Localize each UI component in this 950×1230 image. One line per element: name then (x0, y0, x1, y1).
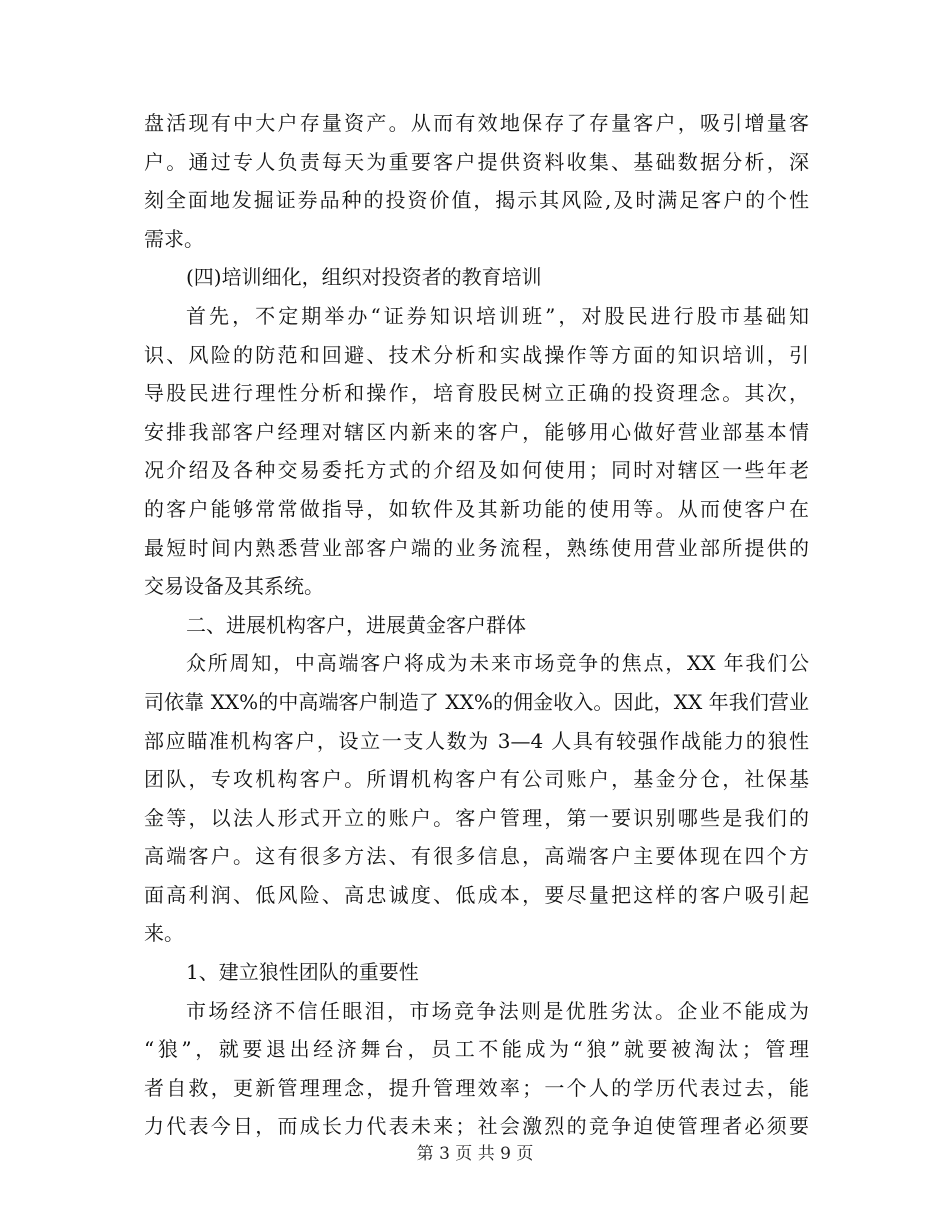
page-number: 第 3 页 共 9 页 (416, 1144, 534, 1164)
text-line: 首先，不定期举办“证券知识培训班”，对股民进行股市基础知 (186, 303, 809, 328)
document-body (144, 104, 809, 1146)
text-line: 来。 (144, 921, 184, 946)
text-line: 市场经济不信任眼泪，市场竞争法则是优胜劣汰。企业不能成为 (186, 998, 809, 1023)
text-line: 需求。 (144, 226, 204, 251)
text-line: 金等，以法人形式开立的账户。客户管理，第一要识别哪些是我们的 (144, 805, 809, 830)
text-line: 导股民进行理性分析和操作，培育股民树立正确的投资理念。其次， (144, 381, 809, 406)
text-line: “狼”，就要退出经济舞台，员工不能成为“狼”就要被淘汰；管理 (144, 1037, 809, 1062)
text-line: 盘活现有中大户存量资产。从而有效地保存了存量客户，吸引增量客 (144, 111, 809, 135)
section-heading: (四)培训细化，组织对投资者的教育培训 (186, 265, 542, 290)
text-line: 高端客户。这有很多方法、有很多信息，高端客户主要体现在四个方 (144, 844, 809, 869)
text-line: 交易设备及其系统。 (144, 574, 324, 599)
text-line: 安排我部客户经理对辖区内新来的客户，能够用心做好营业部基本情 (144, 419, 809, 444)
text-line: 最短时间内熟悉营业部客户端的业务流程，熟练使用营业部所提供的 (144, 535, 809, 560)
text-line: 团队，专攻机构客户。所谓机构客户有公司账户，基金分仓，社保基 (144, 767, 809, 792)
text-line: 众所周知，中高端客户将成为未来市场竞争的焦点，XX 年我们公 (186, 651, 809, 676)
section-heading: 1、建立狼性团队的重要性 (186, 960, 419, 985)
text-line: 的客户能够常常做指导，如软件及其新功能的使用等。从而使客户在 (144, 496, 809, 521)
text-line: 司依靠 XX%的中高端客户制造了 XX%的佣金收入。因此，XX 年我们营业 (144, 689, 809, 714)
text-line: 部应瞄准机构客户，设立一支人数为 3—4 人具有较强作战能力的狼性 (144, 728, 809, 753)
text-line: 户。通过专人负责每天为重要客户提供资料收集、基础数据分析，深 (144, 149, 809, 174)
text-line: 况介绍及各种交易委托方式的介绍及如何使用；同时对辖区一些年老 (144, 458, 809, 483)
text-line: 者自救，更新管理理念，提升管理效率；一个人的学历代表过去，能 (144, 1075, 809, 1100)
text-line: 识、风险的防范和回避、技术分析和实战操作等方面的知识培训，引 (144, 342, 809, 367)
section-heading: 二、进展机构客户，进展黄金客户群体 (186, 612, 526, 637)
text-line: 刻全面地发掘证券品种的投资价值，揭示其风险,及时满足客户的个性 (144, 188, 809, 213)
text-line: 面高利润、低风险、高忠诚度、低成本，要尽量把这样的客户吸引起 (144, 882, 809, 907)
text-line: 力代表今日，而成长力代表未来；社会激烈的竞争迫使管理者必须要 (144, 1114, 809, 1139)
